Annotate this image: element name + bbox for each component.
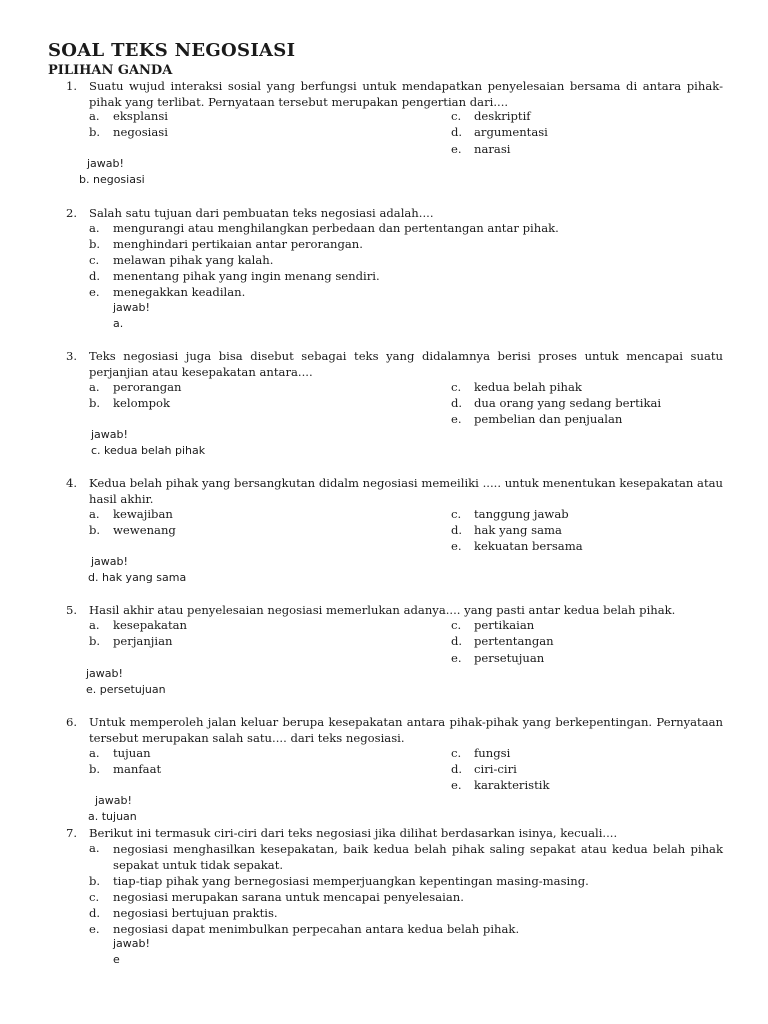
option-letter: c. bbox=[89, 253, 100, 267]
option-text: menghindari pertikaian antar perorangan. bbox=[113, 237, 363, 251]
option-letter: a. bbox=[89, 746, 100, 760]
option-letter: d. bbox=[451, 762, 463, 776]
option-letter: b. bbox=[89, 523, 101, 537]
option-text: negosiasi menghasilkan kesepakatan, baik kedua belah pihak saling sepakat atau kedua belah pihak sepakat untuk tidak sepakat. bbox=[113, 842, 723, 872]
option-text: narasi bbox=[474, 142, 511, 156]
question-text: Berikut ini termasuk ciri-ciri dari teks negosiasi jika dilihat berdasarkan isinya, kecuali.... bbox=[89, 826, 618, 840]
question-number: 2. bbox=[66, 206, 78, 220]
answer-text: e. persetujuan bbox=[86, 683, 166, 696]
question-text: Untuk memperoleh jalan keluar berupa kesepakatan antara pihak-pihak yang berkepentingan. Pernyataan tersebut merupakan salah satu.... dari teks negosiasi. bbox=[89, 715, 723, 745]
option-letter: d. bbox=[451, 523, 463, 537]
option-letter: e. bbox=[89, 285, 100, 299]
option-text: perorangan bbox=[113, 380, 182, 394]
option-letter: b. bbox=[89, 874, 101, 888]
question-number: 6. bbox=[66, 715, 78, 729]
option-letter: e. bbox=[451, 412, 462, 426]
question-number: 5. bbox=[66, 603, 78, 617]
option-text: kekuatan bersama bbox=[474, 539, 583, 553]
jawab-label: jawab! bbox=[91, 428, 128, 441]
option-letter: a. bbox=[89, 109, 100, 123]
option-text: tiap-tiap pihak yang bernegosiasi memperjuangkan kepentingan masing-masing. bbox=[113, 874, 589, 888]
option-text: eksplansi bbox=[113, 109, 169, 123]
answer-text: a. bbox=[113, 317, 124, 330]
option-text: mengurangi atau menghilangkan perbedaan dan pertentangan antar pihak. bbox=[113, 221, 559, 235]
option-text: fungsi bbox=[474, 746, 511, 760]
jawab-label: jawab! bbox=[87, 157, 124, 170]
option-letter: a. bbox=[89, 841, 100, 855]
question-text: Kedua belah pihak yang bersangkutan didalm negosiasi memeiliki ..... untuk menentukan kesepakatan atau hasil akhir. bbox=[89, 476, 723, 506]
option-text: karakteristik bbox=[474, 778, 550, 792]
option-letter: c. bbox=[451, 380, 462, 394]
option-letter: e. bbox=[451, 539, 462, 553]
jawab-label: jawab! bbox=[95, 794, 132, 807]
option-letter: d. bbox=[89, 269, 101, 283]
jawab-label: jawab! bbox=[113, 301, 150, 314]
option-letter: e. bbox=[451, 142, 462, 156]
option-letter: b. bbox=[89, 237, 101, 251]
option-letter: a. bbox=[89, 618, 100, 632]
answer-text: c. kedua belah pihak bbox=[91, 444, 206, 457]
option-text: manfaat bbox=[113, 762, 162, 776]
option-letter: c. bbox=[451, 746, 462, 760]
option-text: perjanjian bbox=[113, 634, 173, 648]
option-letter: c. bbox=[89, 890, 100, 904]
option-letter: a. bbox=[89, 221, 100, 235]
jawab-label: jawab! bbox=[86, 667, 123, 680]
option-letter: d. bbox=[451, 125, 463, 139]
option-text: hak yang sama bbox=[474, 523, 562, 537]
option-text: deskriptif bbox=[474, 109, 531, 123]
option-letter: d. bbox=[89, 906, 101, 920]
option-letter: b. bbox=[89, 762, 101, 776]
option-letter: c. bbox=[451, 109, 462, 123]
jawab-label: jawab! bbox=[113, 937, 150, 950]
option-text: pembelian dan penjualan bbox=[474, 412, 623, 426]
option-text: negosiasi merupakan sarana untuk mencapai penyelesaian. bbox=[113, 890, 464, 904]
option-text: kesepakatan bbox=[113, 618, 188, 632]
option-letter: e. bbox=[89, 922, 100, 936]
option-letter: e. bbox=[451, 651, 462, 665]
question-number: 4. bbox=[66, 476, 78, 490]
question-text: Suatu wujud interaksi sosial yang berfungsi untuk mendapatkan penyelesaian bersama di antara pihak-pihak yang terlibat. Pernyataan tersebut merupakan pengertian dari.... bbox=[89, 79, 723, 109]
option-letter: e. bbox=[451, 778, 462, 792]
option-text: negosiasi dapat menimbulkan perpecahan antara kedua belah pihak. bbox=[113, 922, 520, 936]
question-number: 7. bbox=[66, 826, 78, 840]
option-text: kewajiban bbox=[113, 507, 173, 521]
option-text: wewenang bbox=[113, 523, 176, 537]
question-number: 3. bbox=[66, 349, 78, 363]
option-letter: d. bbox=[451, 396, 463, 410]
answer-text: d. hak yang sama bbox=[88, 571, 187, 584]
option-text: menegakkan keadilan. bbox=[113, 285, 246, 299]
option-text: tujuan bbox=[113, 746, 151, 760]
option-letter: b. bbox=[89, 396, 101, 410]
option-letter: a. bbox=[89, 507, 100, 521]
jawab-label: jawab! bbox=[91, 555, 128, 568]
option-text: menentang pihak yang ingin menang sendiri. bbox=[113, 269, 380, 283]
option-text: melawan pihak yang kalah. bbox=[113, 253, 274, 267]
question-text: Salah satu tujuan dari pembuatan teks negosiasi adalah.... bbox=[89, 206, 434, 220]
option-text: kedua belah pihak bbox=[474, 380, 582, 394]
question-text: Teks negosiasi juga bisa disebut sebagai teks yang didalamnya berisi proses untuk mencapai suatu perjanjian atau kesepakatan antara.... bbox=[89, 349, 723, 379]
option-text: kelompok bbox=[113, 396, 170, 410]
question-text: Hasil akhir atau penyelesaian negosiasi memerlukan adanya.... yang pasti antar kedua belah pihak. bbox=[89, 603, 676, 617]
answer-text: e bbox=[113, 953, 120, 966]
question-number: 1. bbox=[66, 79, 78, 93]
option-letter: c. bbox=[451, 507, 462, 521]
option-text: pertikaian bbox=[474, 618, 535, 632]
option-letter: b. bbox=[89, 125, 101, 139]
option-text: pertentangan bbox=[474, 634, 554, 648]
answer-text: a. tujuan bbox=[88, 810, 137, 823]
section-heading: PILIHAN GANDA bbox=[48, 63, 173, 78]
option-text: negosiasi bbox=[113, 125, 168, 139]
option-text: tanggung jawab bbox=[474, 507, 569, 521]
option-text: ciri-ciri bbox=[474, 762, 517, 776]
option-text: dua orang yang sedang bertikai bbox=[474, 396, 662, 410]
answer-text: b. negosiasi bbox=[79, 173, 145, 186]
option-text: negosiasi bertujuan praktis. bbox=[113, 906, 278, 920]
option-letter: b. bbox=[89, 634, 101, 648]
page-title: SOAL TEKS NEGOSIASI bbox=[48, 40, 296, 61]
option-text: persetujuan bbox=[474, 651, 545, 665]
option-letter: c. bbox=[451, 618, 462, 632]
option-text: argumentasi bbox=[474, 125, 548, 139]
option-letter: d. bbox=[451, 634, 463, 648]
option-letter: a. bbox=[89, 380, 100, 394]
